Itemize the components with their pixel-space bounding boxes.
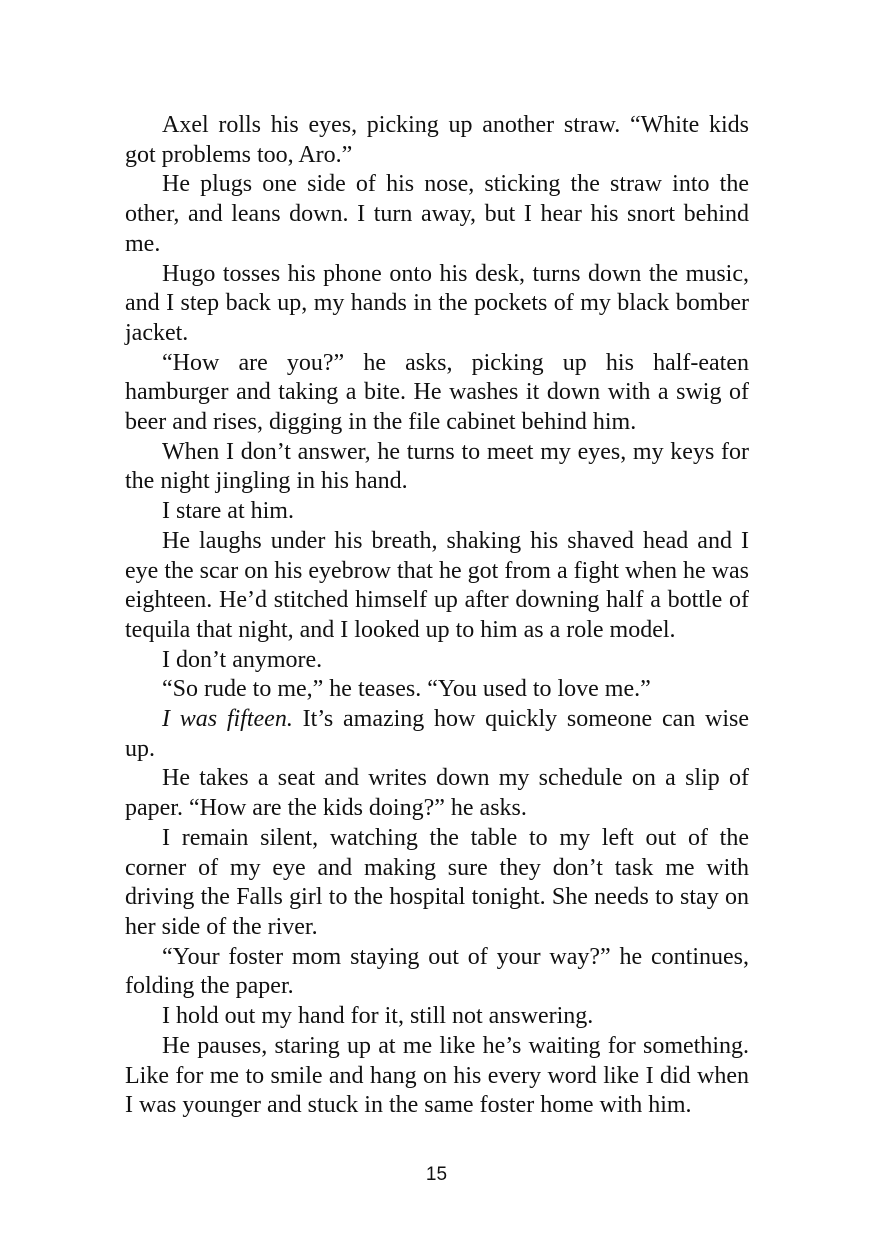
paragraph: I hold out my hand for it, still not answering. <box>162 1003 594 1030</box>
paragraph: When I don’t answer, he turns to meet my eyes, my keys for the night jingling in his hand. <box>125 438 749 495</box>
paragraph: Hugo tosses his phone onto his desk, turns down the music, and I step back up, my hands in the pockets of my black bomber jacket. <box>125 260 749 346</box>
paragraph: He takes a seat and writes down my schedule on a slip of paper. “How are the kids doing?” he asks. <box>125 765 749 822</box>
paragraph: “How are you?” he asks, picking up his half-eaten hamburger and taking a bite. He washes it down with a swig of beer and rises, digging in the file cabinet behind him. <box>125 349 749 436</box>
paragraph: “Your foster mom staying out of your way?” he continues, folding the paper. <box>125 943 749 1000</box>
paragraph: He plugs one side of his nose, sticking the straw into the other, and leans down. I turn away, but I hear his snort behind me. <box>125 171 749 257</box>
paragraph: He pauses, staring up at me like he’s waiting for something. Like for me to smile and hang on his every word like I did when I was younger and stuck in the same foster home with him. <box>125 1032 749 1119</box>
paragraph-rest: It’s amazing how quickly someone can wise up. <box>125 706 749 762</box>
body-text <box>125 111 749 1121</box>
italic-phrase: I was fifteen. <box>162 706 293 733</box>
paragraph <box>125 705 749 764</box>
page-number: 15 <box>425 1164 448 1185</box>
paragraph: I don’t anymore. <box>162 646 323 673</box>
paragraph: “So rude to me,” he teases. “You used to love me.” <box>162 676 651 703</box>
paragraph: He laughs under his breath, shaking his shaved head and I eye the scar on his eyebrow that he got from a fight when he was eighteen. He’d stitched himself up after downing half a bottle of tequila that night, and I looked up to him as a role model. <box>125 527 749 643</box>
paragraph: I remain silent, watching the table to my left out of the corner of my eye and making sure they don’t task me with driving the Falls girl to the hospital tonight. She needs to stay on her side of the river. <box>125 824 749 940</box>
paragraph: I stare at him. <box>162 498 294 525</box>
paragraph: Axel rolls his eyes, picking up another straw. “White kids got problems too, Aro.” <box>125 112 749 168</box>
